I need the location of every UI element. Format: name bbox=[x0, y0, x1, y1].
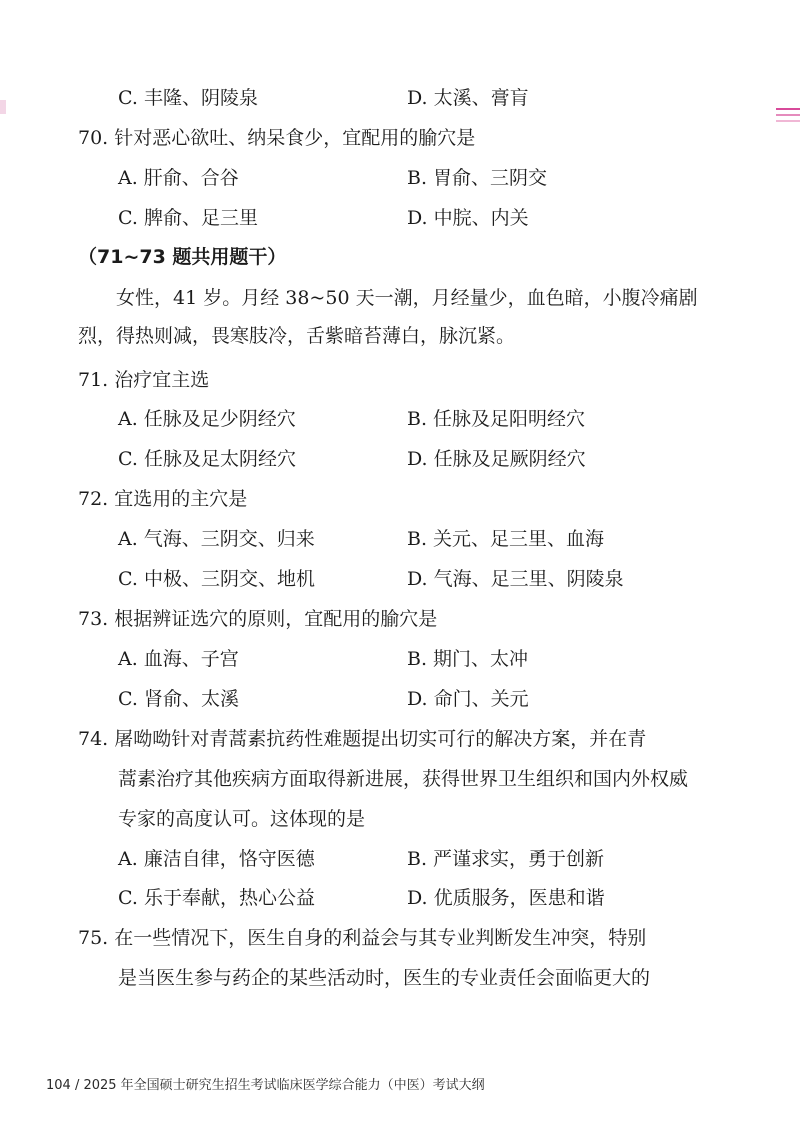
right-edge-mark-3 bbox=[776, 120, 800, 122]
q72-option-d: D. 气海、足三里、阴陵泉 bbox=[407, 568, 624, 590]
q71-option-a: A. 任脉及足少阴经穴 bbox=[118, 408, 296, 430]
q74-stem-first-line: 74. 屠呦呦针对青蒿素抗药性难题提出切实可行的解决方案，并在青 bbox=[78, 728, 647, 750]
q70-stem: 70. 针对恶心欲吐、纳呆食少，宜配用的腧穴是 bbox=[78, 127, 476, 149]
q69-option-c: C. 丰隆、阴陵泉 bbox=[118, 87, 258, 109]
q71-option-b: B. 任脉及足阳明经穴 bbox=[407, 408, 586, 430]
q70-option-b: B. 胃俞、三阴交 bbox=[407, 167, 548, 189]
q73-option-b: B. 期门、太冲 bbox=[407, 648, 529, 670]
q73-option-a: A. 血海、子宫 bbox=[118, 648, 239, 670]
q70-option-d: D. 中脘、内关 bbox=[407, 207, 529, 229]
q74-option-b: B. 严谨求实，勇于创新 bbox=[407, 848, 605, 870]
right-edge-mark-1 bbox=[776, 108, 800, 110]
q74-stem-continuation: 蒿素治疗其他疾病方面取得新进展，获得世界卫生组织和国内外权威专家的高度认可。这体现的是 bbox=[118, 768, 689, 830]
right-edge-mark-2 bbox=[776, 114, 800, 116]
q72-option-a: A. 气海、三阴交、归来 bbox=[118, 528, 315, 550]
q73-option-d: D. 命门、关元 bbox=[407, 688, 529, 710]
q70-option-c: C. 脾俞、足三里 bbox=[118, 207, 258, 229]
q70-option-a: A. 肝俞、合谷 bbox=[118, 167, 239, 189]
q73-option-c: C. 肾俞、太溪 bbox=[118, 688, 239, 710]
group-header: （71~73 题共用题干） bbox=[78, 246, 287, 268]
page-footer: 104 / 2025 年全国硕士研究生招生考试临床医学综合能力（中医）考试大纲 bbox=[46, 1078, 485, 1093]
q74-option-a: A. 廉洁自律，恪守医德 bbox=[118, 848, 315, 870]
q71-option-c: C. 任脉及足太阴经穴 bbox=[118, 448, 296, 470]
q69-option-d: D. 太溪、膏肓 bbox=[407, 87, 529, 109]
q71-option-d: D. 任脉及足厥阴经穴 bbox=[407, 448, 586, 470]
left-edge-mark bbox=[0, 100, 6, 114]
q75-stem-first-line: 75. 在一些情况下，医生自身的利益会与其专业判断发生冲突，特别 bbox=[78, 927, 647, 949]
q74-option-c: C. 乐于奉献，热心公益 bbox=[118, 887, 315, 909]
q75-stem-continuation: 是当医生参与药企的某些活动时，医生的专业责任会面临更大的 bbox=[118, 967, 651, 989]
q72-option-c: C. 中极、三阴交、地机 bbox=[118, 568, 315, 590]
case-text: 女性，41 岁。月经 38~50 天一潮，月经量少，血色暗，小腹冷痛剧烈，得热则减，畏寒肢冷，舌紫暗苔薄白，脉沉紧。 bbox=[78, 287, 698, 347]
q73-stem: 73. 根据辨证选穴的原则，宜配用的腧穴是 bbox=[78, 608, 438, 630]
q74-option-d: D. 优质服务，医患和谐 bbox=[407, 887, 605, 909]
q71-stem: 71. 治疗宜主选 bbox=[78, 369, 210, 391]
q72-option-b: B. 关元、足三里、血海 bbox=[407, 528, 605, 550]
q72-stem: 72. 宜选用的主穴是 bbox=[78, 488, 248, 510]
